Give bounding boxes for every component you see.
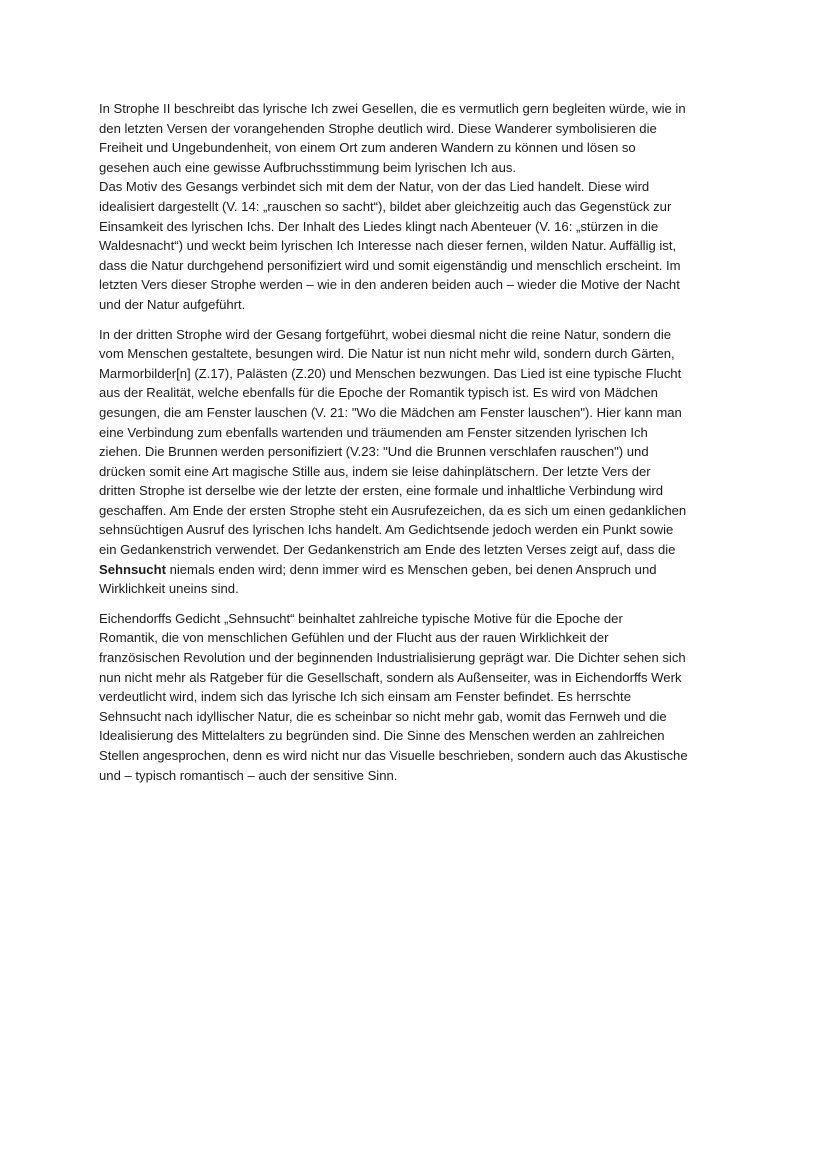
text-line: verdeutlicht wird, indem sich das lyrische Ich sich einsam am Fenster befindet. Es herrschte: [99, 689, 631, 705]
text-line: Idealisierung des Mittelalters zu begründen sind. Die Sinne des Menschen werden an zahlreichen: [99, 728, 665, 744]
text-line: nun nicht mehr als Ratgeber für die Gesellschaft, sondern als Außenseiter, was in Eichendorffs Werk: [99, 669, 682, 685]
bold-term-sehnsucht: Sehnsucht: [99, 561, 166, 577]
text-line: ziehen. Die Brunnen werden personifiziert (V.23: "Und die Brunnen verschlafen rauschen") und: [99, 444, 649, 460]
text-line: Freiheit und Ungebundenheit, von einem Ort zum anderen Wandern zu können und lösen so: [99, 140, 636, 156]
text-line: den letzten Versen der vorangehenden Strophe deutlich wird. Diese Wanderer symbolisieren die: [99, 120, 657, 136]
text-line: gesehen auch eine gewisse Aufbruchsstimmung beim lyrischen Ich aus.: [99, 159, 517, 175]
paragraph-strophe-2: [99, 99, 739, 315]
text-line: sehnsüchtigen Ausruf des lyrischen Ichs handelt. Am Gedichtsende jedoch werden ein Punkt sowie: [99, 522, 674, 538]
text-line: Einsamkeit des lyrischen Ichs. Der Inhalt des Liedes klingt nach Abenteuer (V. 16: „stürzen in die: [99, 218, 659, 234]
text-line: und der Natur aufgeführt.: [99, 296, 246, 312]
text-line: Wirklichkeit uneins sind.: [99, 581, 239, 597]
text-line: In der dritten Strophe wird der Gesang fortgeführt, wobei diesmal nicht die reine Natur, sondern die: [99, 326, 672, 342]
text-line: In Strophe II beschreibt das lyrische Ich zwei Gesellen, die es vermutlich gern begleiten würde, wie in: [99, 101, 686, 116]
text-line: dass die Natur durchgehend personifiziert wird und somit eigenständig und menschlich erscheint. Im: [99, 257, 681, 273]
paragraph-conclusion: [99, 609, 739, 785]
text-line: französischen Revolution und der beginnenden Industrialisierung geprägt war. Die Dichter sehen sich: [99, 650, 686, 666]
text-line: dritten Strophe ist derselbe wie der letzte der ersten, eine formale und inhaltliche Verbindung wird: [99, 483, 664, 499]
paragraph-spacer: [99, 315, 739, 325]
text-line: Eichendorffs Gedicht „Sehnsucht“ beinhaltet zahlreiche typische Motive für die Epoche der: [99, 610, 623, 626]
text-line: und – typisch romantisch – auch der sensitive Sinn.: [99, 767, 398, 783]
paragraph-strophe-3: [99, 325, 739, 599]
document-body: [99, 99, 739, 785]
text-line: vom Menschen gestaltete, besungen wird. Die Natur ist nun nicht mehr wild, sondern durch Gärten,: [99, 346, 675, 362]
text-line: Romantik, die von menschlichen Gefühlen und der Flucht aus der rauen Wirklichkeit der: [99, 630, 609, 646]
text-line: Das Motiv des Gesangs verbindet sich mit dem der Natur, von der das Lied handelt. Diese wird: [99, 179, 650, 195]
text-line: Sehnsucht nach idyllischer Natur, die es scheinbar so nicht mehr gab, womit das Fernweh und die: [99, 708, 667, 724]
text-line: drücken somit eine Art magische Stille aus, indem sie leise dahinplätschern. Der letzte Vers der: [99, 463, 651, 479]
text-line: idealisiert dargestellt (V. 14: „rauschen so sacht“), bildet aber gleichzeitig auch das Gegenstück zur: [99, 198, 672, 214]
text-line: aus der Realität, welche ebenfalls für die Epoche der Romantik typisch ist. Es wird von Mädchen: [99, 385, 658, 401]
text-line: letzten Vers dieser Strophe werden – wie in den anderen beiden auch – wieder die Motive der Nacht: [99, 277, 680, 293]
text-line: Waldesnacht“) und weckt beim lyrischen Ich Interesse nach dieser fernen, wilden Natur. Auffällig ist,: [99, 238, 677, 254]
paragraph-spacer: [99, 599, 739, 609]
text-line: eine Verbindung zum ebenfalls wartenden und träumenden am Fenster sitzenden lyrischen Ich: [99, 424, 648, 440]
text-line: geschaffen. Am Ende der ersten Strophe steht ein Ausrufezeichen, da es sich um einen gedanklichen: [99, 502, 687, 518]
text-line: gesungen, die am Fenster lauschen (V. 21: "Wo die Mädchen am Fenster lauschen"). Hier kann man: [99, 404, 682, 420]
text-line: Stellen angesprochen, denn es wird nicht nur das Visuelle beschrieben, sondern auch das Akustische: [99, 748, 688, 763]
text-line-with-bold: [99, 560, 739, 580]
text-line: Marmorbilder[n] (Z.17), Palästen (Z.20) und Menschen bezwungen. Das Lied ist eine typische Flucht: [99, 365, 682, 381]
text-line: ein Gedankenstrich verwendet. Der Gedankenstrich am Ende des letzten Verses zeigt auf, dass die: [99, 542, 676, 558]
text-line-rest: niemals enden wird; denn immer wird es Menschen geben, bei denen Anspruch und: [165, 561, 657, 577]
